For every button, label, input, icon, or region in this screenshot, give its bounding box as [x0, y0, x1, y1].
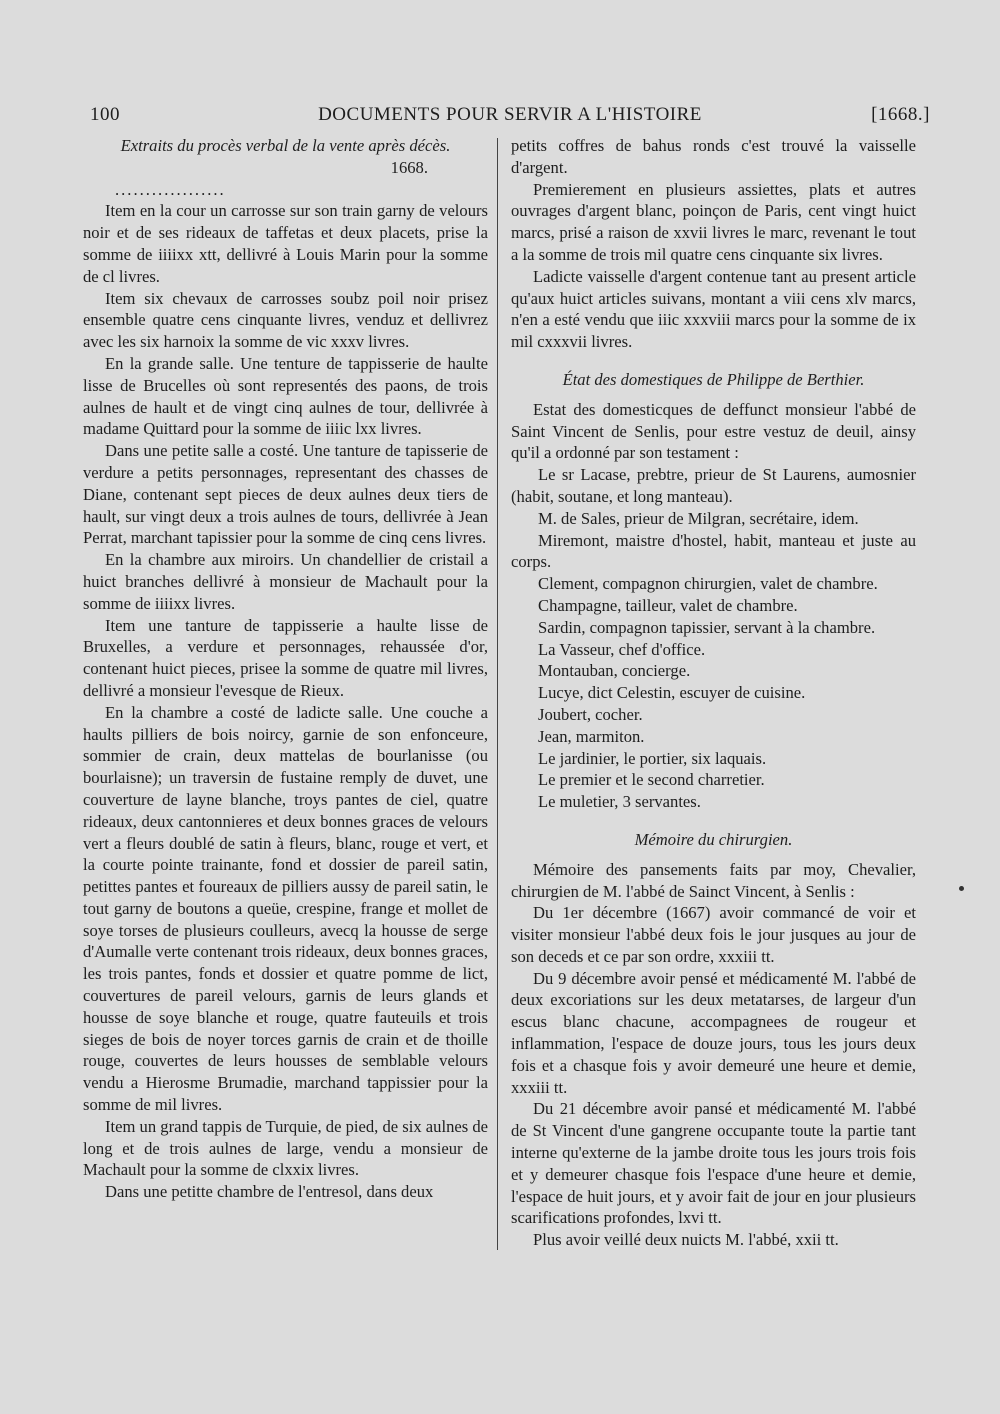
continuation-paragraph: petits coffres de bahus ronds c'est trouvé la vaisselle d'argent.	[511, 136, 916, 177]
servant-entry: Miremont, maistre d'hostel, habit, manteau et juste au corps.	[511, 530, 916, 572]
servant-entry: Le sr Lacase, prebtre, prieur de St Laurens, aumosnier (habit, soutane, et long manteau).	[511, 465, 916, 506]
section-title-memoire: Mémoire du chirurgien.	[634, 829, 793, 849]
section-title-domestiques: État des domestiques de Philippe de Berthier.	[562, 369, 865, 389]
paragraph: Du 9 décembre avoir pensé et médicamenté M. l'abbé de deux excoriations sur les deux metatarses, de largeur d'un escus blanc chacune, accompagnees de rougeur et inflammation, l'espace de douze jours, tous les jours deux fois et a chasque fois y avoir demeuré une heure et demie, xxxiii tt.	[511, 968, 916, 1097]
servant-entry: Le jardinier, le portier, six laquais.	[538, 748, 767, 768]
column-divider	[497, 138, 498, 1250]
servant-entry: Le muletier, 3 servantes.	[538, 792, 701, 812]
servant-entry: Montauban, concierge.	[538, 661, 691, 681]
section-title-extraits: Extraits du procès verbal de la vente après décès.	[120, 136, 451, 155]
paragraph: Mémoire des pansements faits par moy, Chevalier, chirurgien de M. l'abbé de Sainct Vincent, à Senlis :	[511, 859, 916, 901]
paragraph: Ladicte vaisselle d'argent contenue tant au present article qu'aux huict articles suivans, montant a viii cens xlv marcs, n'en a esté vendu que iiic xxxviii marcs pour la somme de ix mil cxxxvii livres.	[511, 266, 916, 352]
servant-entry: Jean, marmiton.	[538, 726, 645, 746]
paragraph: En la chambre a costé de ladicte salle. Une couche a haults pilliers de bois noircy, garnie de son enfonceure, sommier de crain, deux mattelas de bourlanisse (ou bourlaisne); un traversin de fustaine remply de duvet, une couverture de layne blanche, troys pantes de ciel, quatre rideaux, deux cantonnieres et deux bonnes graces de velours vert a fleurs doublé de satin à fleurs, blanc, rouge et vert, et la courte pointe trainante, fond et dossier de pareil satin, petittes pantes et foureaux de pilliers aussy de pareil satin, le tout garny de boutons a queüe, crespine, frange et mollet de soye torses de plusieurs coulleurs, avecq la housse de serge d'Aumalle verte contenant trois rideaux, deux bonnes graces, les trois pantes, fonds et dossier et quatre pomme de lict, couvertures de pareil velours, garnis de leurs glands et housse de soye blanche et rouge, quatre fauteuils et trois sieges de bois de noyer torces garnis de crain et de thoille rouge, couvertes de leurs housses de semblable velours vendu a Hierosme Brumadie, marchand tappissier pour la somme de mil livres.	[83, 702, 488, 1115]
paragraph: Du 1er décembre (1667) avoir commancé de voir et visiter monsieur l'abbé deux fois le jour jusques au jour de son deceds et ce par son ordre, xxxiii tt.	[511, 903, 916, 966]
header-year: [1668.]	[871, 104, 930, 125]
ellipsis-dots: ..................	[115, 179, 226, 199]
paragraph: En la chambre aux miroirs. Un chandellier de cristail a huict branches dellivré à monsieur de Machault pour la somme de iiiixx livres.	[83, 550, 488, 613]
section-date: 1668.	[390, 157, 428, 177]
left-column	[83, 135, 488, 1203]
servant-entry: Lucye, dict Celestin, escuyer de cuisine.	[538, 683, 806, 703]
running-title: DOCUMENTS POUR SERVIR A L'HISTOIRE	[318, 104, 702, 125]
servant-entry: M. de Sales, prieur de Milgran, secrétaire, idem.	[538, 508, 859, 528]
servant-entry: Champagne, tailleur, valet de chambre.	[538, 595, 798, 615]
servant-entry: Joubert, cocher.	[538, 704, 643, 724]
paragraph: Item six chevaux de carrosses soubz poil noir prisez ensemble quatre cens cinquante livres, venduz et dellivrez avec les six harnoix la somme de vic xxxv livres.	[83, 288, 488, 352]
paragraph: Estat des domesticques de deffunct monsieur l'abbé de Saint Vincent de Senlis, pour estre vestuz de deuil, ainsy qu'il a ordonné par son testament :	[511, 399, 916, 463]
servant-entry: Clement, compagnon chirurgien, valet de chambre.	[538, 574, 878, 594]
paragraph: Premierement en plusieurs assiettes, plats et autres ouvrages d'argent blanc, poinçon de Paris, cent vingt huict marcs, prisé a raison de xxvii livres le marc, revenant le tout a la somme de trois mil quatre cens cinquante six livres.	[511, 179, 916, 264]
paragraph: Item un grand tappis de Turquie, de pied, de six aulnes de long et de trois aulnes de large, vendu a monsieur de Machault pour la somme de clxxix livres.	[83, 1116, 488, 1180]
ink-speck	[959, 886, 964, 891]
paragraph: Plus avoir veillé deux nuicts M. l'abbé, xxii tt.	[533, 1230, 839, 1250]
servant-entry: La Vasseur, chef d'office.	[538, 639, 706, 659]
page-header	[90, 104, 930, 134]
paragraph: Dans une petite salle a costé. Une tanture de tapisserie de verdure a petits personnages, representant des chasses de Diane, contenant sept pieces de deux aulnes deux tiers de hault, sur vingt deux a trois aulnes de tours, dellivrée à Jean Perrat, marchant tapissier pour la somme de cinq cens livres.	[83, 441, 488, 548]
page-number: 100	[90, 104, 120, 125]
paragraph: Item une tanture de tappisserie a haulte lisse de Bruxelles, a verdure et personnages, rehaussée d'or, contenant huict pieces, prisee la somme de quatre mil livres, dellivré a monsieur l'evesque de Rieux.	[83, 615, 488, 700]
paragraph: Item en la cour un carrosse sur son train garny de velours noir et de ses rideaux de taffetas et deux placets, prise la somme de iiiixx xtt, dellivré à Louis Marin pour la somme de cl livres.	[83, 201, 488, 286]
servant-entry: Le premier et le second charretier.	[538, 770, 765, 790]
right-column	[511, 135, 916, 1251]
servant-entry: Sardin, compagnon tapissier, servant à la chambre.	[538, 617, 876, 637]
paragraph: En la grande salle. Une tenture de tappisserie de haulte lisse de Brucelles où sont representés des paons, de trois aulnes de hault et de vingt cinq aulnes de tour, dellivrée à madame Quittard pour la somme de iiiic lxx livres.	[83, 353, 488, 439]
paragraph: Dans une petitte chambre de l'entresol, dans deux	[105, 1182, 434, 1202]
paragraph: Du 21 décembre avoir pansé et médicamenté M. l'abbé de St Vincent d'une gangrene occupante toute la partie tant interne qu'externe de la jambe droite tous les jours trois fois et y demeurer chasque fois l'espace d'une heure et demie, l'espace de huit jours, et y avoir fait de jour en jour plusieurs scarifications profondes, lxvi tt.	[511, 1099, 916, 1228]
